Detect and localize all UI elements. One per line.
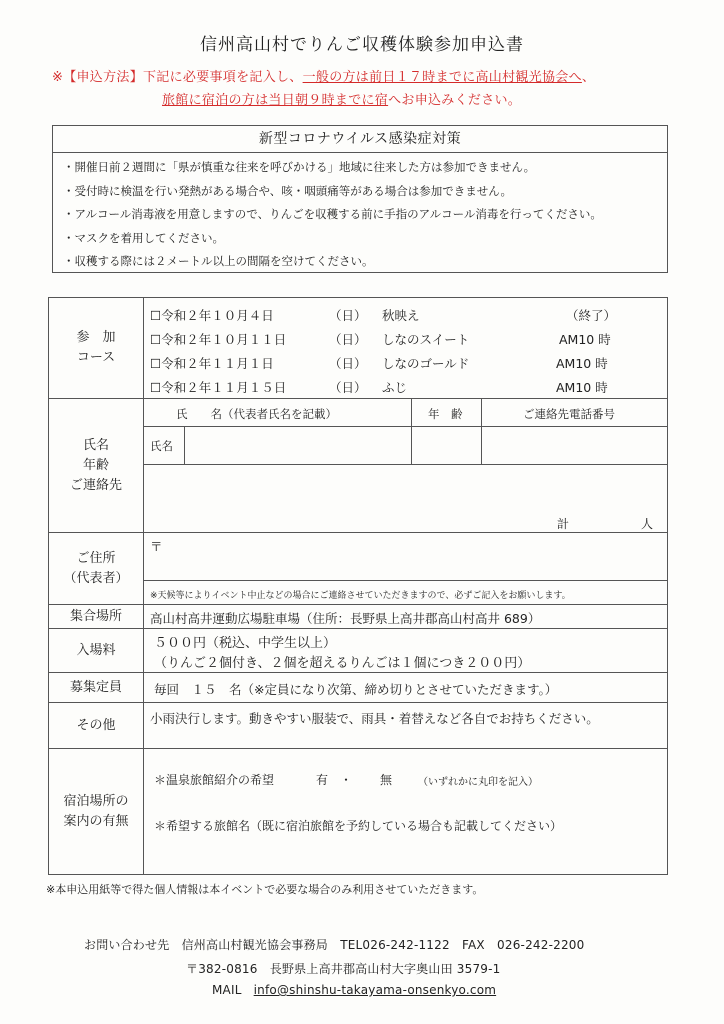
age-field[interactable] — [412, 427, 480, 463]
covid-list — [53, 153, 667, 274]
mail-label: MAIL — [212, 983, 242, 997]
label-text: コース — [76, 350, 116, 365]
course-end-time: AM10 時 — [556, 380, 608, 395]
label-text: ご連絡先 — [69, 478, 122, 493]
course-day: （日） — [329, 380, 367, 395]
name-column-header: 氏 名（代表者氏名を記載） — [176, 407, 337, 421]
inn-name-question: ＊希望する旅館名（既に宿泊旅館を予約している場合も記載してください） — [154, 819, 563, 833]
course-label — [49, 298, 144, 398]
end-header: （終了） — [566, 308, 617, 323]
address-field[interactable] — [144, 533, 667, 579]
companions-field[interactable] — [144, 465, 667, 513]
person-cell — [144, 399, 667, 533]
meeting-place: 高山村高井運動広場駐車場（住所：長野県上高井郡高山村高井 689） — [150, 611, 541, 626]
fee-label: 入場料 — [49, 629, 144, 673]
course-day: （日） — [329, 308, 367, 323]
name-prefix: 氏名 — [150, 439, 173, 453]
application-form — [48, 297, 668, 875]
label-text: 案内の有無 — [63, 814, 129, 829]
option-no[interactable]: 無 — [380, 773, 393, 787]
privacy-note: ※本申込用紙等で得た個人情報は本イベントで必要な場合のみ利用させていただきます。 — [46, 883, 484, 896]
page-title: 信州高山村でりんご収穫体験参加申込書 — [200, 35, 524, 55]
address-note: ※天候等によりイベント中止などの場合にご連絡させていただきますので、必ずご記入をお願いします。 — [150, 591, 571, 601]
course-end-time: AM10 時 — [559, 332, 611, 347]
course-variety: しなのゴールド — [382, 356, 470, 371]
covid-measures-box — [52, 125, 668, 273]
meeting-row — [49, 604, 667, 629]
address-label — [49, 533, 144, 605]
course-day: （日） — [329, 356, 367, 371]
list-item: ・収穫する際には２メートル以上の間隔を空けてください。 — [63, 254, 374, 268]
contact-line-1: お問い合わせ先 信州高山村観光協会事務局 TEL026-242-1122 FAX 026-242-2200 — [84, 938, 585, 952]
list-item: ・アルコール消毒液を用意しますので、りんごを収穫する前に手指のアルコール消毒を行ってください。 — [63, 207, 602, 221]
mail-link[interactable]: info@shinshu-takayama-onsenkyo.com — [253, 983, 497, 997]
meeting-cell — [144, 605, 667, 629]
method-underlined-text: 旅館に宿泊の方は当日朝９時までに宿 — [162, 93, 389, 108]
lodging-label — [49, 749, 144, 875]
address-cell — [144, 533, 667, 605]
address-row — [49, 532, 667, 605]
course-variety: しなのスイート — [382, 332, 470, 347]
person-label — [49, 399, 144, 533]
course-option-4[interactable]: ☐令和２年１１月１５日 — [150, 380, 287, 395]
course-option-2[interactable]: ☐令和２年１０月１１日 — [150, 332, 287, 347]
lodging-cell — [144, 749, 667, 875]
postal-mark: 〒 — [150, 539, 163, 554]
divider — [144, 580, 667, 581]
capacity-label: 募集定員 — [49, 673, 144, 703]
inn-name-field[interactable] — [144, 837, 667, 873]
label-text: 宿泊場所の — [63, 794, 129, 809]
covid-heading: 新型コロナウイルス感染症対策 — [53, 126, 667, 153]
list-item: ・受付時に検温を行い発熱がある場合や、咳・咽頭痛等がある場合は参加できません。 — [63, 183, 512, 198]
phone-field[interactable] — [482, 427, 666, 463]
person-row — [49, 398, 667, 533]
other-row — [49, 702, 667, 749]
other-value: 小雨決行します。動きやすい服装で、雨具・着替えなど各自でお持ちください。 — [150, 711, 599, 726]
age-column-header: 年 齢 — [428, 407, 463, 421]
course-end-time: AM10 時 — [556, 356, 608, 371]
label-text: 年齢 — [82, 458, 109, 473]
contact-address: 〒382-0816 長野県上高井郡高山村大字奥山田 3579-1 — [186, 962, 501, 976]
circle-instruction: （いずれかに丸印を記入） — [418, 777, 538, 788]
course-option-3[interactable]: ☐令和２年１１月１日 — [150, 356, 274, 371]
method-text: ※【申込方法】下記に必要事項を記入し、 — [52, 70, 303, 85]
fee-line-1: ５００円（税込、中学生以上） — [154, 636, 337, 651]
meeting-label: 集合場所 — [49, 605, 144, 629]
phone-column-header: ご連絡先電話番号 — [523, 407, 615, 421]
fee-line-2: （りんご２個付き、２個を超えるりんごは１個につき２００円） — [154, 656, 531, 671]
course-option-1[interactable]: ☐令和２年１０月４日 — [150, 308, 274, 323]
label-text: （代表者） — [63, 571, 129, 586]
list-item: ・マスクを着用してください。 — [63, 230, 224, 245]
total-people-label: 計 人 — [557, 517, 654, 531]
list-item: ・開催日前２週間に「県が慎重な往来を呼びかける」地域に往来した方は参加できません。 — [63, 160, 536, 174]
option-yes[interactable]: 有 ・ — [316, 773, 353, 787]
label-text: 参 加 — [76, 330, 116, 345]
method-text: へお申込みください。 — [388, 93, 522, 108]
method-line-2 — [52, 89, 692, 112]
other-label: その他 — [49, 703, 144, 749]
other-cell — [144, 703, 667, 749]
capacity-cell — [144, 673, 667, 703]
contact-mail — [212, 983, 496, 997]
fee-row — [49, 628, 667, 673]
fee-cell — [144, 629, 667, 673]
course-variety: 秋映え — [382, 308, 420, 323]
label-text: 氏名 — [82, 438, 109, 453]
course-row — [49, 298, 667, 398]
application-method — [52, 66, 692, 112]
lodging-row — [49, 748, 667, 875]
capacity-row — [49, 672, 667, 703]
course-variety: ふじ — [382, 380, 408, 395]
course-options — [144, 298, 667, 398]
name-field[interactable] — [185, 427, 410, 463]
method-line-1 — [52, 66, 692, 89]
onsen-referral-question: ＊温泉旅館紹介の希望 — [154, 773, 275, 787]
method-text: 、 — [581, 70, 596, 85]
course-day: （日） — [329, 332, 367, 347]
capacity-value: 毎回 １５ 名（※定員になり次第、締め切りとさせていただきます。） — [154, 682, 558, 697]
method-underlined-text: 一般の方は前日１７時までに高山村観光協会へ — [302, 70, 582, 85]
label-text: ご住所 — [76, 551, 116, 566]
